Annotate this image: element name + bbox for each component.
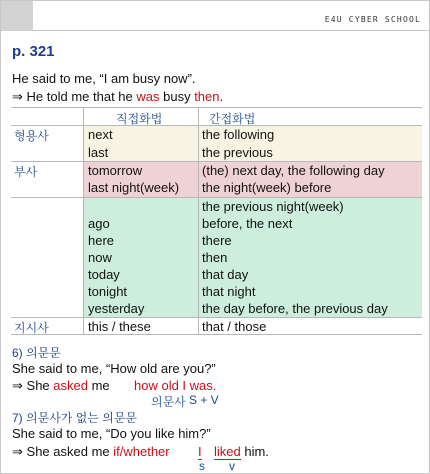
table-border (11, 107, 422, 108)
indirect-cell: before, the next (202, 216, 293, 231)
indirect-cell: then (202, 250, 228, 265)
column-divider (198, 107, 199, 335)
direct-cell: here (88, 233, 115, 248)
direct-cell: next (88, 127, 113, 142)
sentence-part: He told me that he (26, 89, 137, 104)
highlight-was: was (136, 89, 160, 104)
direct-cell: tomorrow (88, 163, 143, 178)
sentence-part: She asked me (26, 444, 114, 459)
sentence-part: busy (159, 89, 195, 104)
speech-conversion-table (11, 107, 422, 335)
direct-cell: today (88, 267, 120, 282)
indirect-cell: there (202, 233, 232, 248)
highlight-asked: asked (53, 378, 88, 393)
header-indirect: 간접화법 (209, 112, 256, 126)
highlight-if-whether: if/whether (113, 444, 170, 459)
highlight-then: then (194, 89, 220, 104)
indirect-cell: that day (202, 267, 249, 282)
direct-cell: yesterday (88, 301, 145, 316)
indirect-sentence (12, 89, 223, 105)
indirect-cell: the previous night(week) (202, 199, 344, 214)
section-6-direct: She said to me, “How old are you?” (12, 361, 216, 376)
highlight-subject (198, 444, 202, 459)
direct-cell: this / these (88, 319, 151, 334)
arrow-icon: ⇒ (12, 378, 23, 393)
table-divider (11, 197, 422, 198)
indirect-cell: the day before, the previous day (202, 301, 388, 316)
arrow-icon: ⇒ (12, 89, 23, 104)
section-6-clause: how old I was. (134, 378, 217, 393)
sentence-part: me (87, 378, 110, 393)
header-block (1, 1, 33, 31)
school-name: E4U CYBER SCHOOL (324, 15, 421, 24)
direct-cell: now (88, 250, 112, 265)
indirect-cell: the following (202, 127, 275, 142)
sentence-part: him. (240, 444, 269, 459)
direct-cell: tonight (88, 284, 128, 299)
direct-sentence: He said to me, “I am busy now”. (12, 71, 196, 86)
direct-cell: ago (88, 216, 110, 231)
section-6-indirect (12, 378, 110, 394)
category-label: 지시사 (14, 321, 49, 335)
direct-cell: last (88, 145, 109, 160)
sentence-part: She (26, 378, 54, 393)
category-label: 형용사 (14, 129, 49, 143)
indirect-cell: that / those (202, 319, 267, 334)
label-question-word: 의문사 (151, 395, 186, 409)
section-7-direct: She said to me, “Do you like him?” (12, 426, 211, 441)
label-subject-verb: S + V (189, 393, 219, 407)
header-bar (1, 1, 429, 31)
label-s: s (199, 459, 205, 473)
header-direct: 직접화법 (116, 112, 163, 126)
indirect-cell: the night(week) before (202, 180, 332, 195)
column-divider (83, 107, 84, 335)
indirect-cell: (the) next day, the following day (202, 163, 385, 178)
table-border (11, 334, 422, 335)
label-v: v (229, 459, 235, 473)
subject-word: I (198, 444, 202, 459)
section-6-title: 6) 의문문 (12, 346, 61, 360)
table-divider (11, 161, 422, 162)
indirect-cell: the previous (202, 145, 273, 160)
indirect-cell: that night (202, 284, 256, 299)
verb-word: liked (214, 444, 241, 459)
direct-cell: last night(week) (88, 180, 180, 195)
section-7-tail (214, 444, 269, 459)
header-divider (33, 30, 429, 31)
page-number: p. 321 (12, 43, 55, 60)
category-label: 부사 (14, 165, 38, 179)
section-7-title: 7) 의문사가 없는 의문문 (12, 411, 138, 425)
section-7-indirect (12, 444, 170, 460)
table-divider (11, 317, 422, 318)
arrow-icon: ⇒ (12, 444, 23, 459)
sentence-part: . (219, 89, 224, 104)
